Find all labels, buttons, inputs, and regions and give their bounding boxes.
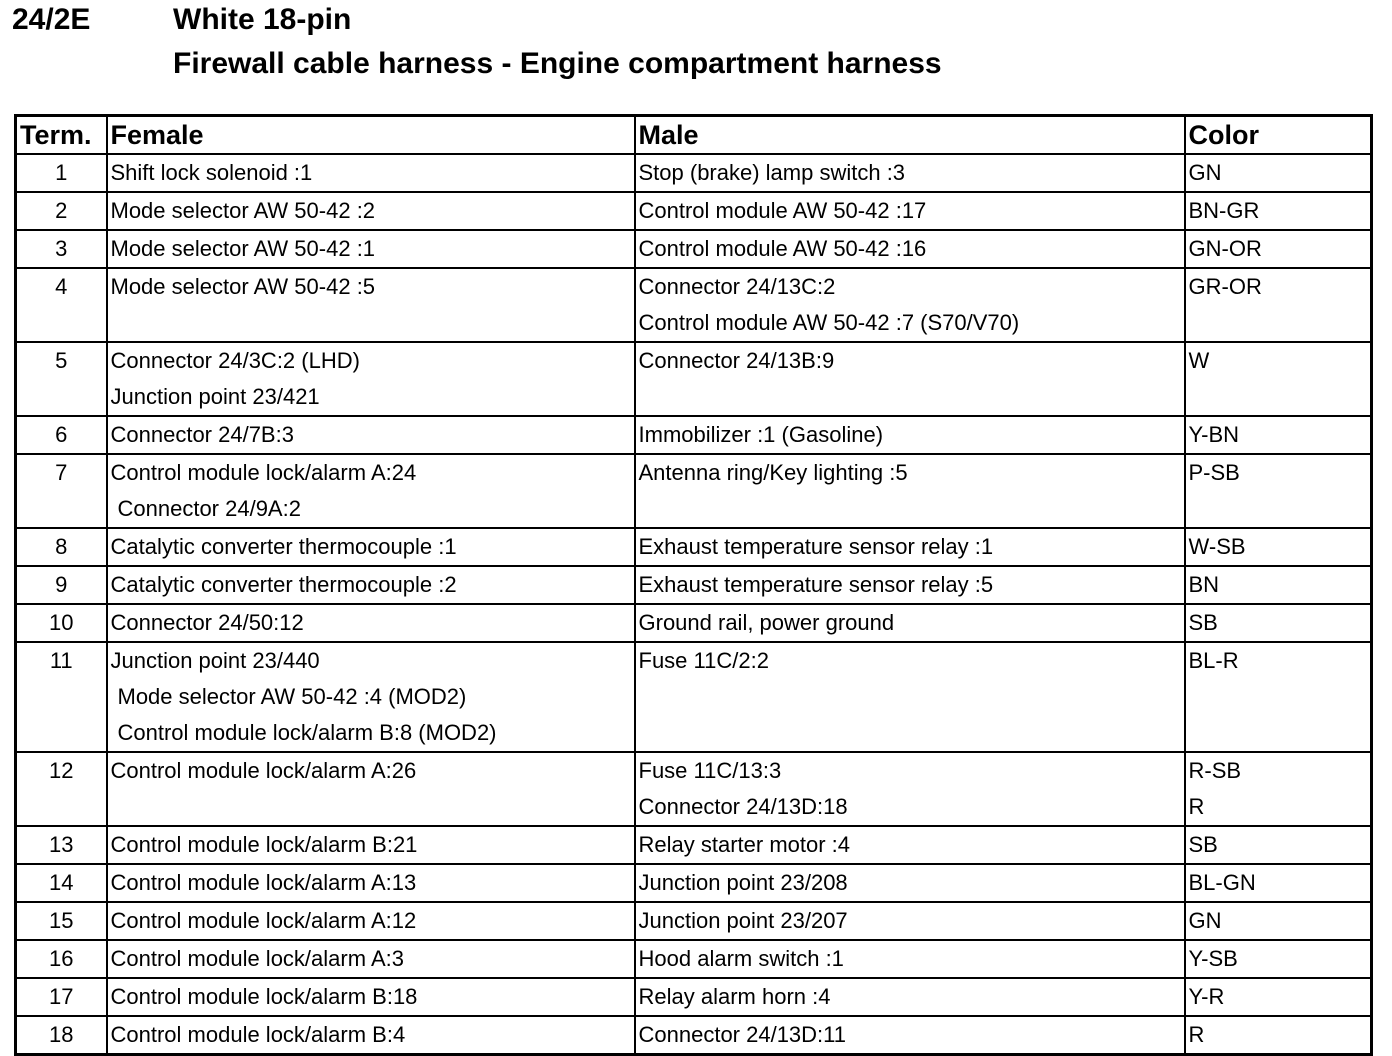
male-line: Connector 24/13C:2	[638, 274, 836, 299]
male-cell	[635, 1016, 1185, 1055]
female-line: Mode selector AW 50-42 :4 (MOD2)	[117, 684, 467, 709]
female-cell	[107, 752, 635, 826]
male-line: Control module AW 50-42 :16	[638, 236, 927, 261]
female-cell	[107, 416, 635, 454]
table-row	[16, 752, 1372, 826]
color-line: BL-GN	[1188, 870, 1256, 895]
table-row	[16, 864, 1372, 902]
male-cell	[635, 528, 1185, 566]
female-cell	[107, 604, 635, 642]
female-line: Control module lock/alarm A:12	[110, 908, 417, 933]
male-cell	[635, 864, 1185, 902]
term-cell: 1	[16, 154, 107, 192]
male-cell	[635, 902, 1185, 940]
connector-code: 24/2E	[12, 3, 91, 36]
color-cell	[1185, 416, 1372, 454]
male-cell	[635, 826, 1185, 864]
male-line: Fuse 11C/2:2	[638, 648, 769, 673]
color-line: BN	[1188, 572, 1220, 597]
male-cell	[635, 268, 1185, 342]
male-line: Immobilizer :1 (Gasoline)	[638, 422, 884, 447]
color-cell	[1185, 902, 1372, 940]
color-line: R	[1188, 1022, 1205, 1047]
female-cell	[107, 864, 635, 902]
color-cell	[1185, 528, 1372, 566]
harness-subtitle: Firewall cable harness - Engine compartment harness	[173, 47, 942, 80]
term-cell: 3	[16, 230, 107, 268]
table-row	[16, 528, 1372, 566]
male-cell	[635, 566, 1185, 604]
color-line: BN-GR	[1188, 198, 1260, 223]
female-line: Control module lock/alarm A:24	[110, 460, 417, 485]
table-row	[16, 192, 1372, 230]
term-cell: 17	[16, 978, 107, 1016]
female-line: Shift lock solenoid :1	[110, 160, 313, 185]
color-line: Y-BN	[1188, 422, 1240, 447]
term-cell: 18	[16, 1016, 107, 1055]
male-line: Control module AW 50-42 :17	[638, 198, 927, 223]
female-line: Control module lock/alarm A:13	[110, 870, 417, 895]
female-line: Catalytic converter thermocouple :2	[110, 572, 457, 597]
table-row	[16, 978, 1372, 1016]
male-line: Junction point 23/208	[638, 870, 848, 895]
color-cell	[1185, 454, 1372, 528]
color-line: BL-R	[1188, 648, 1239, 673]
color-cell	[1185, 1016, 1372, 1055]
female-cell	[107, 826, 635, 864]
color-cell	[1185, 154, 1372, 192]
color-cell	[1185, 268, 1372, 342]
female-cell	[107, 978, 635, 1016]
color-line: GN	[1188, 908, 1222, 933]
female-line: Control module lock/alarm B:21	[110, 832, 418, 857]
male-line: Ground rail, power ground	[638, 610, 895, 635]
female-cell	[107, 1016, 635, 1055]
column-header-male: Male	[635, 116, 1185, 155]
table-header-row	[16, 116, 1372, 155]
male-line: Hood alarm switch :1	[638, 946, 844, 971]
color-cell	[1185, 752, 1372, 826]
male-cell	[635, 416, 1185, 454]
male-line: Exhaust temperature sensor relay :1	[638, 534, 994, 559]
female-line: Mode selector AW 50-42 :1	[110, 236, 376, 261]
color-line: GN-OR	[1188, 236, 1262, 261]
table-row	[16, 566, 1372, 604]
male-cell	[635, 230, 1185, 268]
color-line: Y-R	[1188, 984, 1225, 1009]
female-cell	[107, 902, 635, 940]
female-line: Catalytic converter thermocouple :1	[110, 534, 457, 559]
male-line: Exhaust temperature sensor relay :5	[638, 572, 994, 597]
male-cell	[635, 940, 1185, 978]
female-line: Connector 24/50:12	[110, 610, 304, 635]
female-line: Connector 24/9A:2	[117, 496, 301, 521]
color-cell	[1185, 642, 1372, 752]
female-line: Mode selector AW 50-42 :2	[110, 198, 376, 223]
table-row	[16, 154, 1372, 192]
table-row	[16, 1016, 1372, 1055]
term-cell: 13	[16, 826, 107, 864]
male-line: Connector 24/13D:11	[638, 1022, 847, 1047]
color-line: GR-OR	[1188, 274, 1262, 299]
female-line: Control module lock/alarm A:3	[110, 946, 404, 971]
table-row	[16, 454, 1372, 528]
male-cell	[635, 342, 1185, 416]
color-line: GN	[1188, 160, 1222, 185]
male-line: Relay starter motor :4	[638, 832, 851, 857]
male-line: Fuse 11C/13:3	[638, 758, 782, 783]
female-line: Control module lock/alarm B:18	[110, 984, 418, 1009]
table-row	[16, 940, 1372, 978]
female-cell	[107, 230, 635, 268]
color-line: SB	[1188, 832, 1218, 857]
female-line: Connector 24/3C:2 (LHD)	[110, 348, 360, 373]
male-line: Junction point 23/207	[638, 908, 848, 933]
female-cell	[107, 192, 635, 230]
column-header-female: Female	[107, 116, 635, 155]
female-cell	[107, 642, 635, 752]
table-row	[16, 604, 1372, 642]
male-cell	[635, 454, 1185, 528]
term-cell: 8	[16, 528, 107, 566]
color-line: SB	[1188, 610, 1218, 635]
male-line: Connector 24/13B:9	[638, 348, 835, 373]
term-cell: 14	[16, 864, 107, 902]
male-line: Antenna ring/Key lighting :5	[638, 460, 908, 485]
male-cell	[635, 154, 1185, 192]
male-cell	[635, 604, 1185, 642]
table-row	[16, 416, 1372, 454]
color-cell	[1185, 192, 1372, 230]
term-cell: 5	[16, 342, 107, 416]
female-line: Junction point 23/440	[110, 648, 320, 673]
table-row	[16, 642, 1372, 752]
female-cell	[107, 342, 635, 416]
term-cell: 9	[16, 566, 107, 604]
female-cell	[107, 566, 635, 604]
male-line: Relay alarm horn :4	[638, 984, 831, 1009]
color-line: R	[1188, 794, 1205, 819]
table-row	[16, 268, 1372, 342]
color-cell	[1185, 342, 1372, 416]
color-line: R-SB	[1188, 758, 1242, 783]
column-header-color: Color	[1185, 116, 1372, 155]
color-cell	[1185, 230, 1372, 268]
male-line: Stop (brake) lamp switch :3	[638, 160, 906, 185]
term-cell: 2	[16, 192, 107, 230]
term-cell: 6	[16, 416, 107, 454]
color-cell	[1185, 826, 1372, 864]
female-cell	[107, 940, 635, 978]
term-cell: 15	[16, 902, 107, 940]
column-header-term: Term.	[16, 116, 107, 155]
color-cell	[1185, 978, 1372, 1016]
color-line: Y-SB	[1188, 946, 1238, 971]
term-cell: 4	[16, 268, 107, 342]
male-line: Control module AW 50-42 :7 (S70/V70)	[638, 310, 1020, 335]
color-cell	[1185, 864, 1372, 902]
female-line: Junction point 23/421	[110, 384, 320, 409]
male-cell	[635, 642, 1185, 752]
female-cell	[107, 154, 635, 192]
table-row	[16, 342, 1372, 416]
male-line: Connector 24/13D:18	[638, 794, 848, 819]
connector-title: White 18-pin	[173, 3, 352, 36]
color-line: W-SB	[1188, 534, 1246, 559]
table-row	[16, 826, 1372, 864]
color-line: W	[1188, 348, 1210, 373]
table-row	[16, 230, 1372, 268]
female-cell	[107, 268, 635, 342]
female-line: Control module lock/alarm B:8 (MOD2)	[117, 720, 497, 745]
male-cell	[635, 978, 1185, 1016]
term-cell: 12	[16, 752, 107, 826]
term-cell: 16	[16, 940, 107, 978]
female-cell	[107, 454, 635, 528]
female-line: Connector 24/7B:3	[110, 422, 294, 447]
male-cell	[635, 752, 1185, 826]
table-row	[16, 902, 1372, 940]
female-line: Control module lock/alarm A:26	[110, 758, 417, 783]
term-cell: 7	[16, 454, 107, 528]
color-cell	[1185, 940, 1372, 978]
color-cell	[1185, 566, 1372, 604]
female-cell	[107, 528, 635, 566]
male-cell	[635, 192, 1185, 230]
pinout-table	[14, 114, 1373, 1056]
female-line: Control module lock/alarm B:4	[110, 1022, 406, 1047]
table-body	[16, 154, 1372, 1055]
female-line: Mode selector AW 50-42 :5	[110, 274, 376, 299]
color-line: P-SB	[1188, 460, 1240, 485]
term-cell: 10	[16, 604, 107, 642]
term-cell: 11	[16, 642, 107, 752]
color-cell	[1185, 604, 1372, 642]
